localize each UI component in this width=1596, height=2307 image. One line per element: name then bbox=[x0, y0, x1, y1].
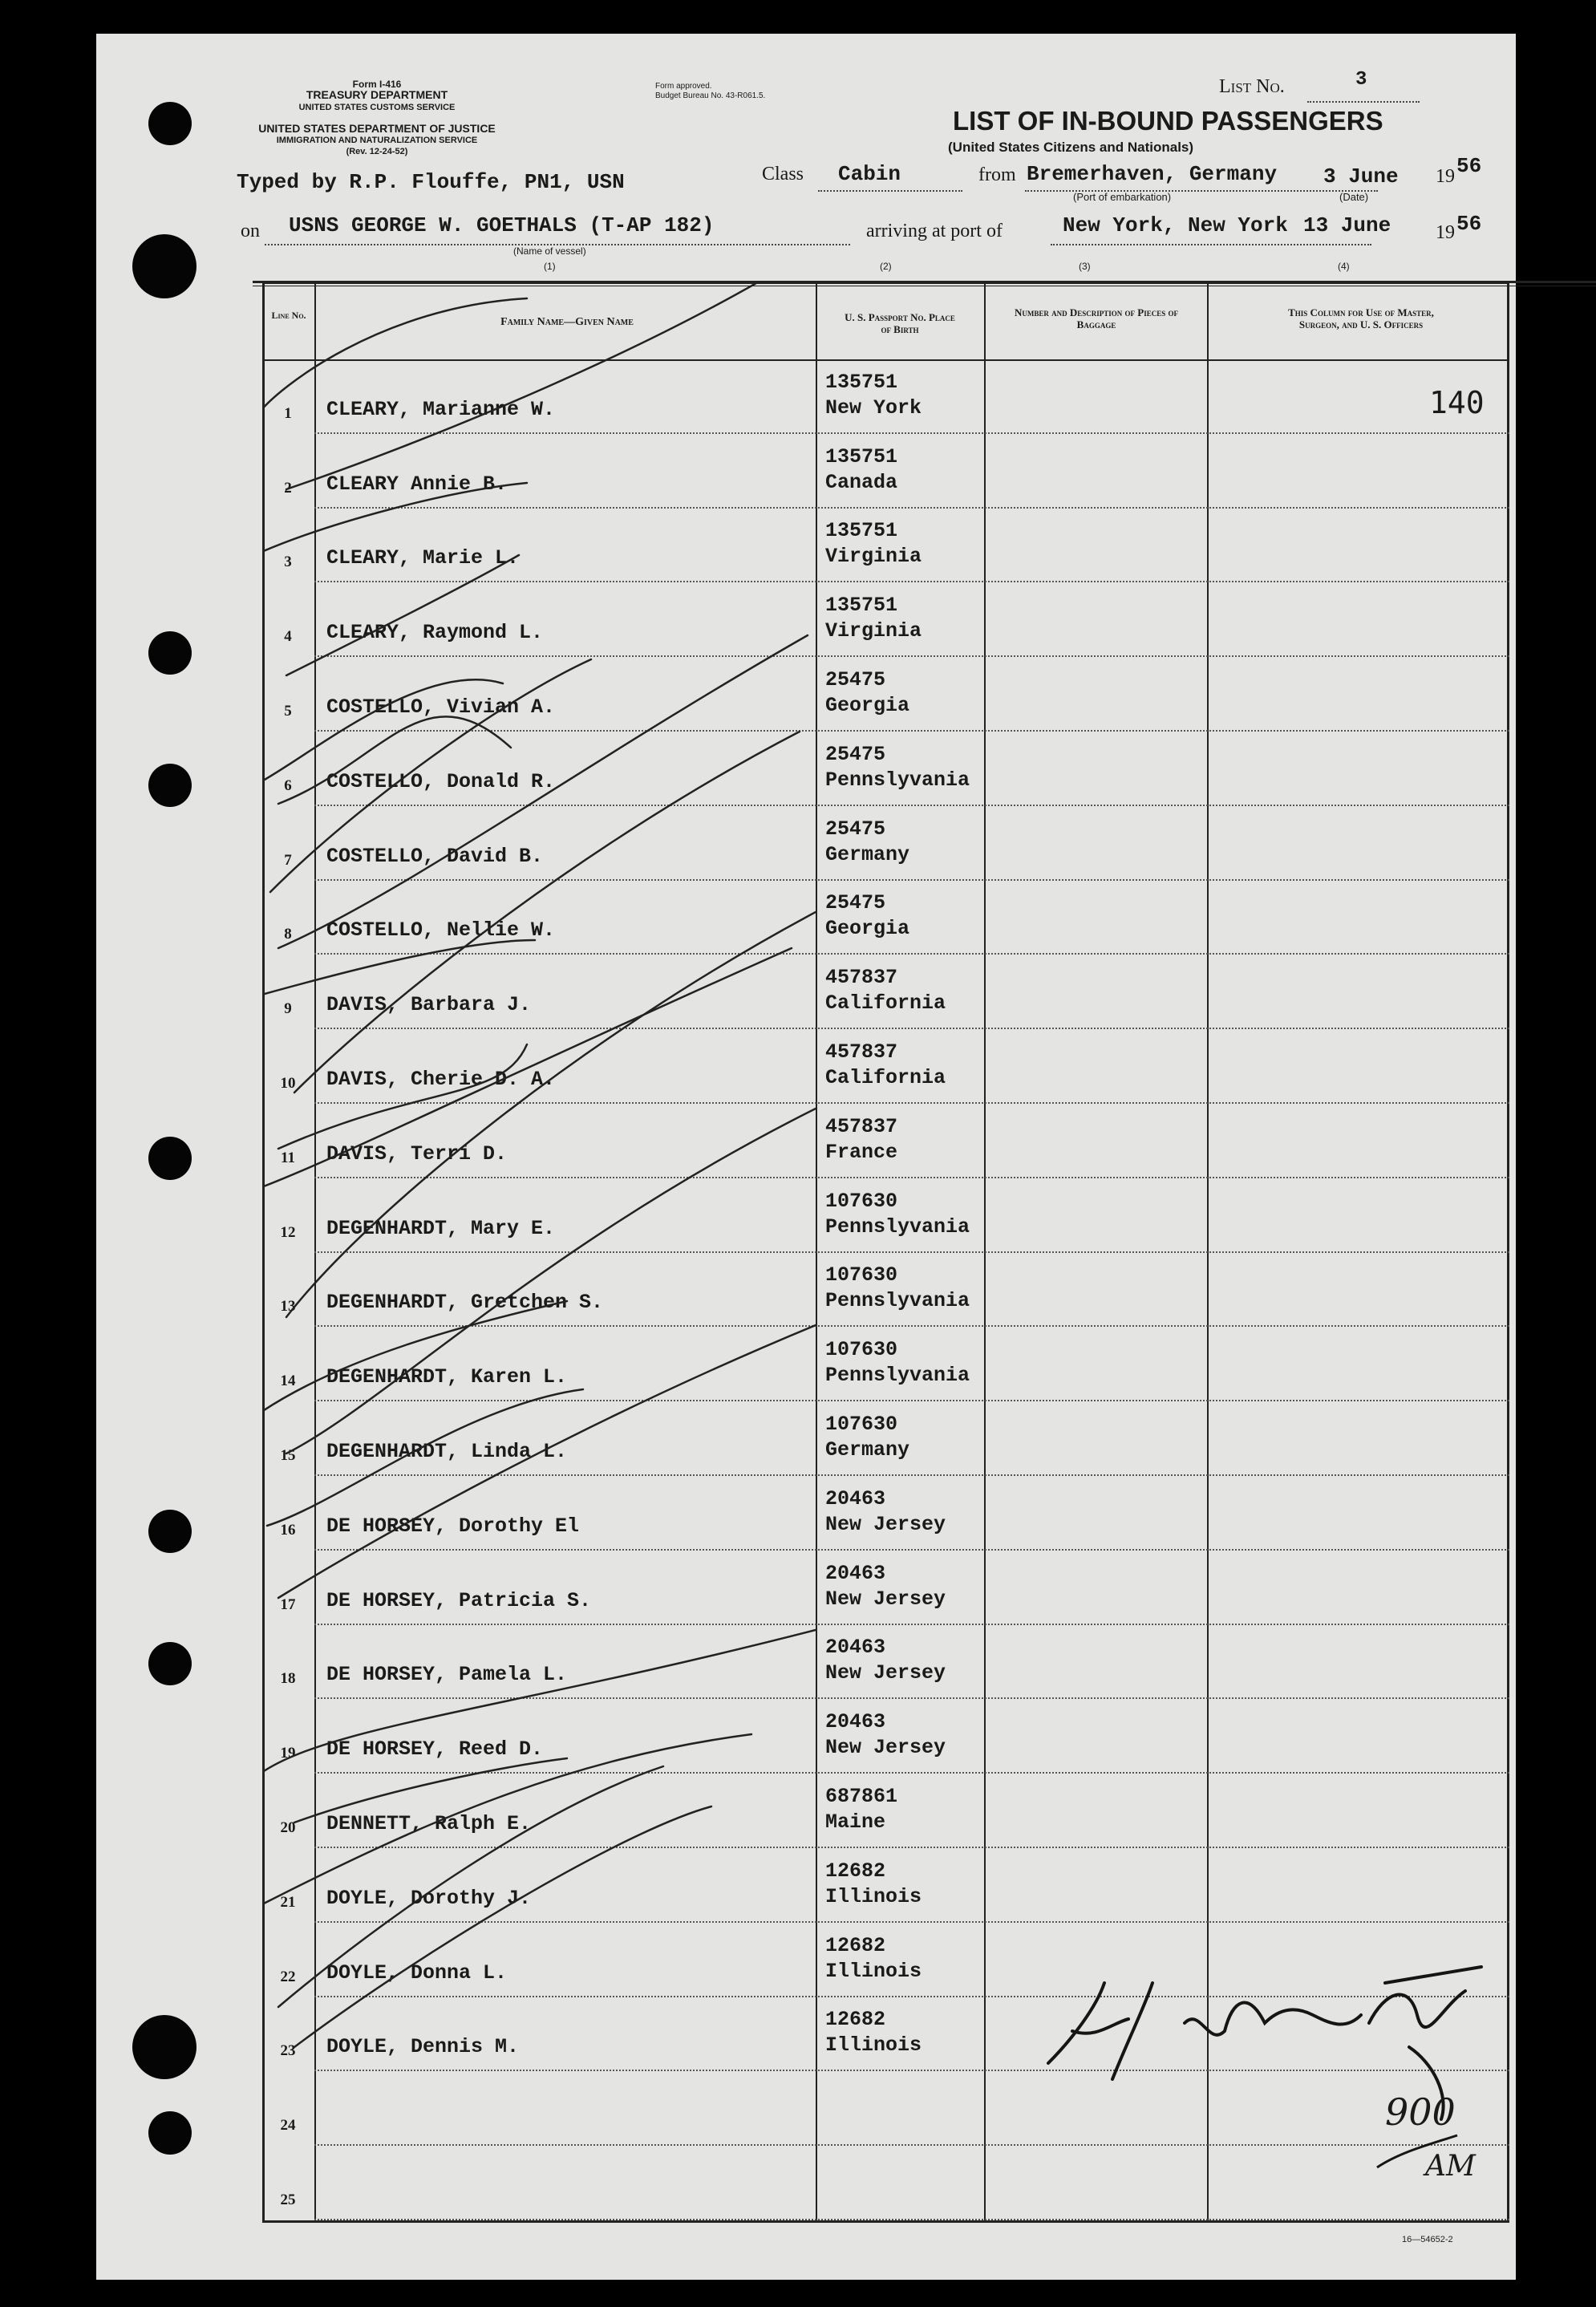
class-value: Cabin bbox=[838, 162, 901, 186]
passenger-name: DEGENHARDT, Karen L. bbox=[326, 1365, 568, 1389]
port-of-embarkation: Bremerhaven, Germany bbox=[1027, 162, 1278, 186]
passenger-name: DAVIS, Terri D. bbox=[326, 1141, 508, 1166]
passenger-name: DAVIS, Cherie D. A. bbox=[326, 1067, 556, 1091]
row-line-number: 7 bbox=[284, 851, 292, 869]
row-line-number: 10 bbox=[280, 1074, 296, 1092]
passport-number: 107630 bbox=[825, 1189, 898, 1213]
vessel-name: USNS GEORGE W. GOETHALS (T-AP 182) bbox=[289, 213, 715, 237]
place-of-birth: New Jersey bbox=[825, 1587, 946, 1611]
binder-hole bbox=[148, 1642, 192, 1685]
footer-code: 16—54652-2 bbox=[1402, 2235, 1453, 2244]
passenger-name: CLEARY Annie B. bbox=[326, 472, 508, 496]
binder-hole bbox=[148, 2111, 192, 2155]
check-stroke bbox=[278, 716, 511, 804]
passport-number: 457837 bbox=[825, 1114, 898, 1138]
place-of-birth: New York bbox=[825, 395, 922, 420]
row-line-number: 17 bbox=[280, 1595, 296, 1613]
passport-number: 12682 bbox=[825, 1859, 886, 1883]
class-label: Class bbox=[762, 164, 804, 184]
budget-bureau: Budget Bureau No. 43-R061.5. bbox=[655, 91, 766, 100]
port-caption: (Port of embarkation) bbox=[1073, 191, 1172, 203]
arrival-port: New York, New York bbox=[1063, 213, 1288, 237]
check-strokes bbox=[262, 282, 824, 2047]
typed-by: Typed by R.P. Flouffe, PN1, USN bbox=[237, 170, 625, 194]
row-line-number: 13 bbox=[280, 1298, 296, 1316]
document-title: LIST OF IN-BOUND PASSENGERS bbox=[953, 106, 1383, 136]
arrival-date: 13 June bbox=[1303, 213, 1391, 237]
check-stroke bbox=[294, 1758, 567, 1822]
passport-number: 107630 bbox=[825, 1263, 898, 1287]
col-marker-3: (3) bbox=[1079, 261, 1091, 272]
row-line-number: 2 bbox=[284, 479, 292, 497]
row-line-number: 8 bbox=[284, 926, 292, 943]
binder-hole bbox=[148, 631, 192, 675]
binder-hole bbox=[132, 2015, 196, 2079]
passport-number: 20463 bbox=[825, 1636, 886, 1660]
place-of-birth: Canada bbox=[825, 470, 898, 494]
row-line-number: 12 bbox=[280, 1223, 296, 1241]
passport-number: 135751 bbox=[825, 519, 898, 543]
row-line-number: 18 bbox=[280, 1670, 296, 1688]
passenger-name: DOYLE, Donna L. bbox=[326, 1960, 508, 1985]
passenger-name: DEGENHARDT, Gretchen S. bbox=[326, 1291, 604, 1315]
year-prefix: 19 bbox=[1436, 166, 1455, 187]
row-line-number: 19 bbox=[280, 1745, 296, 1762]
check-stroke bbox=[262, 948, 792, 1189]
row-line-number: 25 bbox=[280, 2191, 296, 2208]
check-stroke bbox=[294, 1806, 711, 2047]
binder-hole bbox=[148, 102, 192, 145]
passenger-name: DAVIS, Barbara J. bbox=[326, 993, 532, 1017]
place-of-birth: New Jersey bbox=[825, 1512, 946, 1536]
place-of-birth: Illinois bbox=[825, 1959, 922, 1983]
passport-number: 12682 bbox=[825, 1933, 886, 1957]
date-caption: (Date) bbox=[1339, 191, 1369, 203]
check-stroke bbox=[262, 483, 527, 555]
handwritten-marks bbox=[262, 282, 1509, 2222]
col-marker-1: (1) bbox=[544, 261, 556, 272]
form-approved: Form approved. bbox=[655, 82, 712, 91]
list-no-value: 3 bbox=[1355, 69, 1367, 91]
check-stroke bbox=[267, 1389, 583, 1526]
passport-number: 687861 bbox=[825, 1784, 898, 1808]
from-label: from bbox=[978, 164, 1016, 185]
check-stroke bbox=[286, 1109, 816, 1454]
passenger-name: COSTELLO, Vivian A. bbox=[326, 695, 556, 719]
col-marker-2: (2) bbox=[880, 261, 892, 272]
place-of-birth: California bbox=[825, 991, 946, 1016]
check-stroke bbox=[286, 282, 824, 489]
list-no-label: List No. bbox=[1219, 76, 1285, 97]
arrival-underline bbox=[1051, 244, 1371, 245]
passport-number: 135751 bbox=[825, 370, 898, 394]
check-stroke bbox=[278, 1044, 527, 1149]
row-line-number: 21 bbox=[280, 1893, 296, 1911]
passport-number: 107630 bbox=[825, 1338, 898, 1362]
passport-number: 25475 bbox=[825, 891, 886, 915]
place-of-birth: Georgia bbox=[825, 693, 910, 717]
place-of-birth: Pennslyvania bbox=[825, 1289, 970, 1313]
passenger-table bbox=[262, 282, 1509, 2222]
row-line-number: 24 bbox=[280, 2117, 296, 2135]
row-line-number: 5 bbox=[284, 702, 292, 720]
class-underline bbox=[818, 190, 962, 192]
place-of-birth: Pennslyvania bbox=[825, 1364, 970, 1388]
passport-number: 135751 bbox=[825, 594, 898, 618]
form-number: Form I-416 bbox=[352, 79, 402, 90]
place-of-birth: Georgia bbox=[825, 917, 910, 941]
passport-number: 25475 bbox=[825, 742, 886, 766]
passport-number: 107630 bbox=[825, 1412, 898, 1436]
check-stroke bbox=[270, 659, 591, 892]
row-line-number: 6 bbox=[284, 776, 292, 794]
col-header-officers: This Column for Use of Master, Surgeon, and U. S. Officers bbox=[1288, 306, 1434, 330]
passport-number: 457837 bbox=[825, 966, 898, 990]
check-stroke bbox=[262, 1301, 567, 1413]
arrival-year-prefix: 19 bbox=[1436, 222, 1455, 243]
place-of-birth: Illinois bbox=[825, 2033, 922, 2058]
arriving-label: arriving at port of bbox=[866, 221, 1003, 241]
row-line-number: 3 bbox=[284, 553, 292, 571]
check-stroke bbox=[262, 1734, 751, 1907]
col-marker-4: (4) bbox=[1338, 261, 1350, 272]
passenger-name: DEGENHARDT, Linda L. bbox=[326, 1439, 568, 1463]
passenger-name: DENNETT, Ralph E. bbox=[326, 1811, 532, 1835]
passenger-name: DOYLE, Dorothy J. bbox=[326, 1886, 532, 1910]
arrival-ampm: AM bbox=[1425, 2150, 1476, 2183]
time-underline-stroke bbox=[1369, 2127, 1465, 2175]
passport-number: 25475 bbox=[825, 667, 886, 691]
binder-hole bbox=[132, 234, 196, 298]
place-of-birth: New Jersey bbox=[825, 1736, 946, 1760]
check-stroke bbox=[278, 635, 808, 948]
vessel-caption: (Name of vessel) bbox=[513, 245, 586, 257]
passenger-name: COSTELLO, Nellie W. bbox=[326, 918, 556, 943]
row-line-number: 1 bbox=[284, 404, 292, 422]
row-line-number: 14 bbox=[280, 1372, 296, 1390]
document-subtitle: (United States Citizens and Nationals) bbox=[948, 140, 1194, 155]
passenger-name: COSTELLO, David B. bbox=[326, 844, 544, 868]
check-stroke bbox=[278, 1325, 816, 1598]
passenger-name: CLEARY, Raymond L. bbox=[326, 621, 544, 645]
col-header-passport: U. S. Passport No. Place of Birth bbox=[845, 311, 955, 335]
embarkation-date: 3 June bbox=[1323, 164, 1399, 189]
passenger-name: DE HORSEY, Patricia S. bbox=[326, 1588, 592, 1612]
treasury-department: TREASURY DEPARTMENT bbox=[306, 88, 448, 101]
row-line-number: 20 bbox=[280, 1818, 296, 1836]
customs-service: UNITED STATES CUSTOMS SERVICE bbox=[298, 103, 456, 112]
passport-number: 25475 bbox=[825, 817, 886, 841]
passenger-name: DE HORSEY, Pamela L. bbox=[326, 1663, 568, 1687]
check-stroke bbox=[262, 940, 535, 996]
year-suffix: 56 bbox=[1456, 154, 1482, 178]
list-no-underline bbox=[1307, 101, 1420, 103]
passenger-name: DEGENHARDT, Mary E. bbox=[326, 1216, 556, 1240]
place-of-birth: California bbox=[825, 1065, 946, 1089]
row-line-number: 16 bbox=[280, 1521, 296, 1539]
passport-number: 12682 bbox=[825, 2008, 886, 2032]
row-line-number: 9 bbox=[284, 1000, 292, 1018]
binder-hole bbox=[148, 1137, 192, 1180]
passport-number: 457837 bbox=[825, 1040, 898, 1064]
place-of-birth: Pennslyvania bbox=[825, 768, 970, 792]
col-header-name: Family Name—Given Name bbox=[500, 316, 634, 328]
check-stroke bbox=[262, 298, 527, 415]
row-line-number: 4 bbox=[284, 628, 292, 646]
place-of-birth: Germany bbox=[825, 1437, 910, 1462]
passenger-name: COSTELLO, Donald R. bbox=[326, 769, 556, 793]
passport-number: 135751 bbox=[825, 444, 898, 468]
passenger-name: CLEARY, Marie L. bbox=[326, 546, 520, 570]
passenger-name: DOYLE, Dennis M. bbox=[326, 2035, 520, 2059]
justice-department: UNITED STATES DEPARTMENT OF JUSTICE bbox=[258, 122, 496, 135]
place-of-birth: Pennslyvania bbox=[825, 1214, 970, 1239]
check-stroke bbox=[262, 1630, 816, 1774]
passport-number: 20463 bbox=[825, 1561, 886, 1585]
arrival-time: 900 bbox=[1385, 2090, 1456, 2134]
check-stroke bbox=[294, 732, 800, 1093]
col-header-line-no: Line No. bbox=[271, 310, 306, 321]
on-label: on bbox=[241, 221, 260, 241]
row-line-number: 15 bbox=[280, 1446, 296, 1464]
passenger-name: DE HORSEY, Reed D. bbox=[326, 1737, 544, 1762]
officer-note: 140 bbox=[1429, 385, 1485, 420]
passport-number: 20463 bbox=[825, 1710, 886, 1734]
binder-hole bbox=[148, 764, 192, 807]
passenger-name: DE HORSEY, Dorothy El bbox=[326, 1514, 580, 1538]
passenger-name: CLEARY, Marianne W. bbox=[326, 397, 556, 421]
arrival-year-suffix: 56 bbox=[1456, 212, 1482, 236]
place-of-birth: Germany bbox=[825, 842, 910, 866]
place-of-birth: New Jersey bbox=[825, 1661, 946, 1685]
place-of-birth: Virginia bbox=[825, 619, 922, 643]
place-of-birth: Virginia bbox=[825, 545, 922, 569]
ins-service: IMMIGRATION AND NATURALIZATION SERVICE bbox=[276, 136, 478, 145]
col-header-baggage: Number and Description of Pieces of Baggage bbox=[1015, 306, 1178, 330]
place-of-birth: Maine bbox=[825, 1810, 886, 1834]
place-of-birth: France bbox=[825, 1140, 898, 1164]
row-line-number: 22 bbox=[280, 1968, 296, 1985]
passport-number: 20463 bbox=[825, 1486, 886, 1510]
check-stroke bbox=[278, 1766, 663, 2007]
revision: (Rev. 12-24-52) bbox=[346, 147, 408, 156]
binder-hole bbox=[148, 1510, 192, 1553]
row-line-number: 11 bbox=[281, 1149, 295, 1166]
check-stroke bbox=[286, 555, 519, 675]
row-line-number: 23 bbox=[280, 2042, 296, 2060]
place-of-birth: Illinois bbox=[825, 1884, 922, 1908]
